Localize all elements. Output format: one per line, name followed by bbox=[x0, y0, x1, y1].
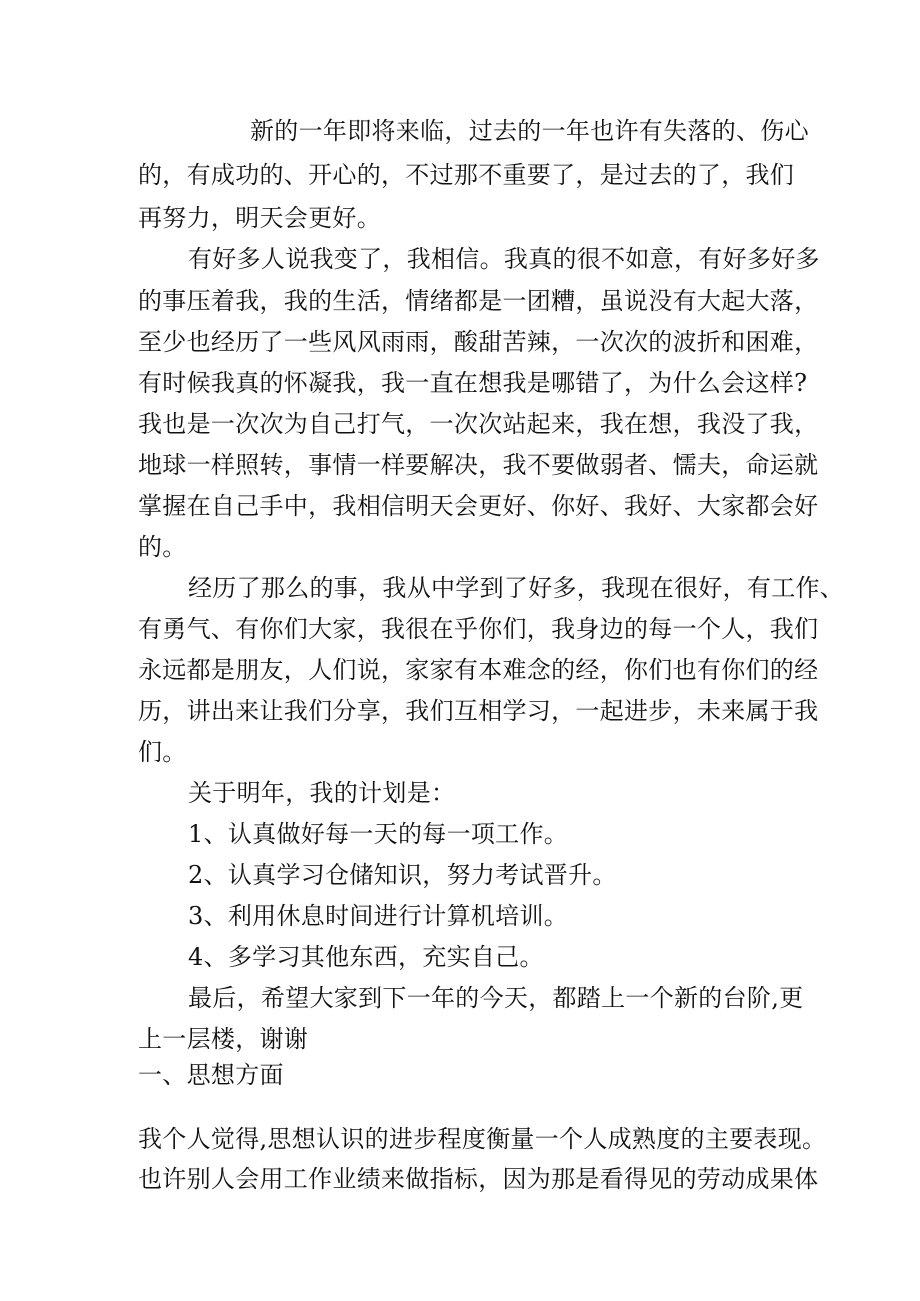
paragraph-1-line-3: 再努力，明天会更好。 bbox=[138, 204, 381, 232]
closing-line-2: 上一层楼，谢谢 bbox=[138, 1025, 309, 1053]
closing-line-1: 最后，希望大家到下一年的今天，都踏上一个新的台阶,更 bbox=[188, 984, 804, 1012]
plan-item-1: 1、认真做好每一天的每一项工作。 bbox=[188, 820, 569, 848]
paragraph-2-line-6: 地球一样照转，事情一样要解决，我不要做弱者、懦夫，命运就 bbox=[138, 451, 819, 479]
paragraph-3-line-2: 有勇气、有你们大家，我很在乎你们，我身边的每一个人，我们 bbox=[138, 615, 819, 643]
paragraph-1-line-2: 的，有成功的、开心的，不过那不重要了，是过去的了，我们 bbox=[138, 161, 795, 189]
paragraph-2-line-3: 至少也经历了一些风风雨雨，酸甜苦辣，一次次的波折和困难， bbox=[138, 328, 819, 356]
paragraph-2-line-7: 掌握在自己手中，我相信明天会更好、你好、我好、大家都会好 bbox=[138, 492, 819, 520]
paragraph-3-line-5: 们。 bbox=[138, 738, 187, 766]
section-heading: 一、思想方面 bbox=[138, 1061, 284, 1089]
plan-item-3: 3、利用休息时间进行计算机培训。 bbox=[188, 902, 569, 930]
paragraph-2-line-5: 我也是一次次为自己打气，一次次站起来，我在想，我没了我， bbox=[138, 410, 819, 438]
plan-intro: 关于明年，我的计划是： bbox=[188, 779, 456, 807]
paragraph-2-line-2: 的事压着我，我的生活，情绪都是一团糟，虽说没有大起大落， bbox=[138, 287, 819, 315]
paragraph-3-line-3: 永远都是朋友，人们说，家家有本难念的经，你们也有你们的经 bbox=[138, 656, 819, 684]
paragraph-3-line-1: 经历了那么的事，我从中学到了好多，我现在很好，有工作、 bbox=[188, 574, 845, 602]
paragraph-2-line-1: 有好多人说我变了，我相信。我真的很不如意，有好多好多 bbox=[188, 245, 820, 273]
section-paragraph-line-2: 也许别人会用工作业绩来做指标，因为那是看得见的劳动成果体 bbox=[138, 1165, 819, 1193]
plan-item-4: 4、多学习其他东西，充实自己。 bbox=[188, 943, 544, 971]
paragraph-3-line-4: 历，讲出来让我们分享，我们互相学习，一起进步，未来属于我 bbox=[138, 697, 819, 725]
paragraph-1-line-1: 新的一年即将来临，过去的一年也许有失落的、伤心 bbox=[250, 117, 809, 145]
plan-item-2: 2、认真学习仓储知识，努力考试晋升。 bbox=[188, 861, 617, 889]
paragraph-2-line-8: 的。 bbox=[138, 533, 187, 561]
paragraph-2-line-4: 有时候我真的怀凝我，我一直在想我是哪错了，为什么会这样? bbox=[138, 369, 808, 397]
section-paragraph-line-1: 我个人觉得,思想认识的进步程度衡量一个人成熟度的主要表现。 bbox=[138, 1125, 827, 1153]
